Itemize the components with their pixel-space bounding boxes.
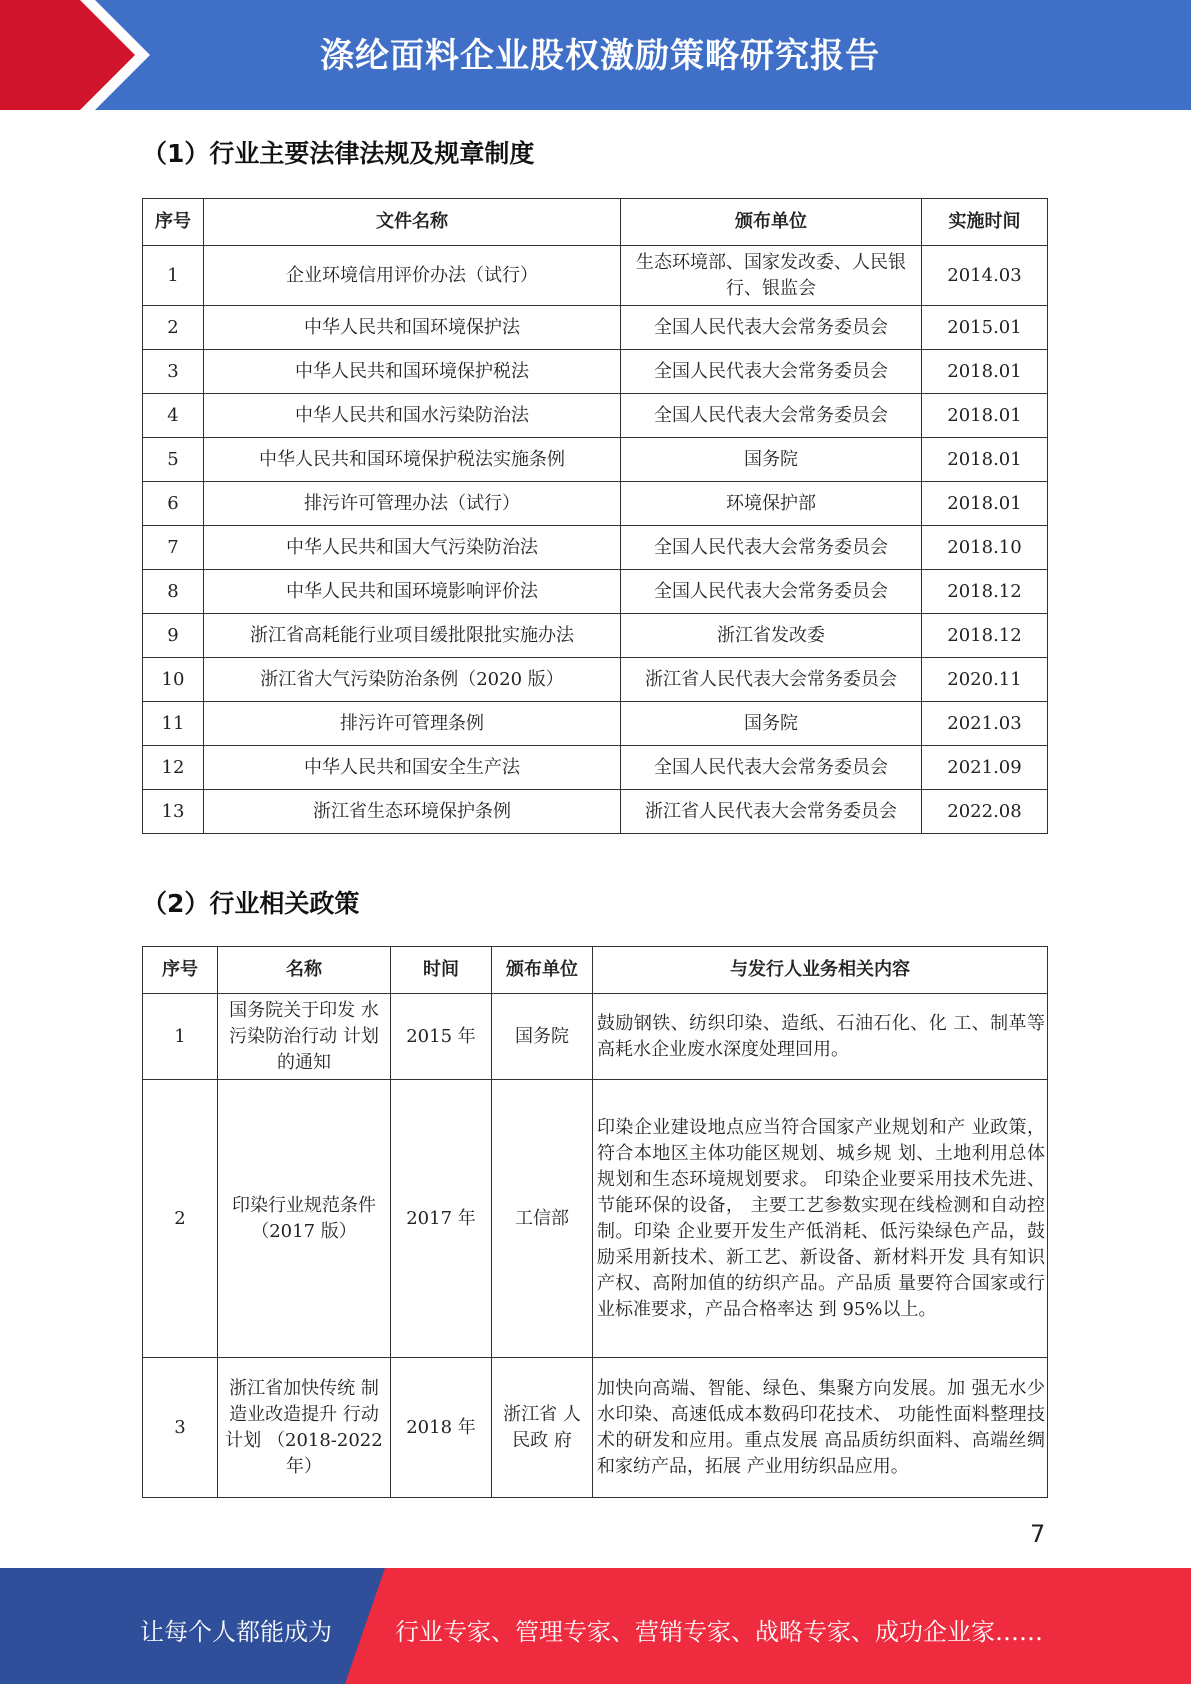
table-row [143,394,1048,438]
effective-date: 2015.01 [922,306,1048,350]
row-number: 11 [143,702,204,746]
document-name: 中华人民共和国环境影响评价法 [204,570,621,614]
issuing-authority: 全国人民代表大会常务委员会 [621,394,922,438]
issuing-authority: 全国人民代表大会常务委员会 [621,526,922,570]
section-2-title: （2）行业相关政策 [142,889,360,918]
effective-date: 2018.01 [922,350,1048,394]
header-cell: 颁布单位 [621,199,922,246]
document-name: 排污许可管理办法（试行） [204,482,621,526]
header-cell: 颁布单位 [492,947,593,994]
document-name: 浙江省高耗能行业项目缓批限批实施办法 [204,614,621,658]
header-chevron-decoration [0,0,150,110]
table-row [143,658,1048,702]
table-row [143,614,1048,658]
effective-date: 2014.03 [922,246,1048,306]
document-name: 企业环境信用评价办法（试行） [204,246,621,306]
issuing-authority: 浙江省人民代表大会常务委员会 [621,790,922,834]
issuing-authority: 全国人民代表大会常务委员会 [621,306,922,350]
policy-year: 2015 年 [391,994,492,1080]
issuing-authority: 全国人民代表大会常务委员会 [621,746,922,790]
table-row [143,350,1048,394]
row-number: 12 [143,746,204,790]
report-title: 涤纶面料企业股权激励策略研究报告 [320,36,880,76]
header-cell: 实施时间 [922,199,1048,246]
issuing-authority: 工信部 [492,1080,593,1358]
page-footer [0,1568,1191,1684]
effective-date: 2018.12 [922,614,1048,658]
effective-date: 2018.10 [922,526,1048,570]
header-cell: 与发行人业务相关内容 [593,947,1048,994]
table-row [143,246,1048,306]
footer-slogan-left: 让每个人都能成为 [140,1618,332,1646]
effective-date: 2018.01 [922,438,1048,482]
issuing-authority: 全国人民代表大会常务委员会 [621,350,922,394]
effective-date: 2018.01 [922,394,1048,438]
effective-date: 2020.11 [922,658,1048,702]
row-number: 10 [143,658,204,702]
policy-year: 2017 年 [391,1080,492,1358]
document-name: 中华人民共和国环境保护税法实施条例 [204,438,621,482]
effective-date: 2018.12 [922,570,1048,614]
table-row [143,1080,1048,1358]
row-number: 2 [143,306,204,350]
policy-name: 浙江省加快传统 制造业改造提升 行动计划 （2018-2022 年） [218,1358,391,1498]
header-cell: 时间 [391,947,492,994]
issuing-authority: 国务院 [492,994,593,1080]
row-number: 3 [143,350,204,394]
row-number: 9 [143,614,204,658]
issuing-authority: 浙江省 人民政 府 [492,1358,593,1498]
issuing-authority: 生态环境部、国家发改委、人民银行、银监会 [621,246,922,306]
effective-date: 2022.08 [922,790,1048,834]
table-row [143,306,1048,350]
document-name: 中华人民共和国大气污染防治法 [204,526,621,570]
row-number: 1 [143,246,204,306]
issuing-authority: 国务院 [621,702,922,746]
table-row [143,1358,1048,1498]
row-number: 3 [143,1358,218,1498]
header-cell: 文件名称 [204,199,621,246]
header-cell: 序号 [143,199,204,246]
table-row [143,482,1048,526]
table-row [143,526,1048,570]
effective-date: 2018.01 [922,482,1048,526]
policies-table [142,946,1048,1498]
row-number: 13 [143,790,204,834]
row-number: 2 [143,1080,218,1358]
row-number: 6 [143,482,204,526]
table-row [143,438,1048,482]
document-name: 中华人民共和国水污染防治法 [204,394,621,438]
row-number: 7 [143,526,204,570]
header-cell: 序号 [143,947,218,994]
policy-name: 印染行业规范条件（2017 版） [218,1080,391,1358]
table-row [143,994,1048,1080]
table-row [143,702,1048,746]
policy-year: 2018 年 [391,1358,492,1498]
issuing-authority: 浙江省发改委 [621,614,922,658]
document-name: 中华人民共和国环境保护税法 [204,350,621,394]
issuing-authority: 浙江省人民代表大会常务委员会 [621,658,922,702]
issuing-authority: 全国人民代表大会常务委员会 [621,570,922,614]
table-row [143,746,1048,790]
row-number: 4 [143,394,204,438]
issuing-authority: 环境保护部 [621,482,922,526]
document-name: 中华人民共和国环境保护法 [204,306,621,350]
header-cell: 名称 [218,947,391,994]
document-name: 排污许可管理条例 [204,702,621,746]
row-number: 5 [143,438,204,482]
policy-name: 国务院关于印发 水污染防治行动 计划的通知 [218,994,391,1080]
footer-slogan-right: 行业专家、管理专家、营销专家、战略专家、成功企业家…… [395,1618,1043,1646]
laws-table-header [143,199,1048,246]
related-content: 印染企业建设地点应当符合国家产业规划和产 业政策，符合本地区主体功能区规划、城乡规 划、土地利用总体规划和生态环境规划要求。 印染企业要采用技术先进、节能环保的设备， 主要工艺参数实现在线检测和自动控制。印染 企业要开发生产低消耗、低污染绿色产品，鼓 励采用新技术、新工艺、新设备、新材料开发 具有知识产权、高附加值的纺织产品。产品质 量要符合国家或行业标准要求，产品合格率达 到 95%以上。 [593,1080,1048,1358]
row-number: 8 [143,570,204,614]
laws-table [142,198,1048,834]
effective-date: 2021.03 [922,702,1048,746]
issuing-authority: 国务院 [621,438,922,482]
document-name: 中华人民共和国安全生产法 [204,746,621,790]
document-name: 浙江省大气污染防治条例（2020 版） [204,658,621,702]
table-row [143,790,1048,834]
related-content: 加快向高端、智能、绿色、集聚方向发展。加 强无水少水印染、高速低成本数码印花技术、 功能性面料整理技术的研发和应用。重点发展 高品质纺织面料、高端丝绸和家纺产品，拓展 产业用纺织品应用。 [593,1358,1048,1498]
page-number: 7 [1030,1520,1046,1548]
section-1-title: （1）行业主要法律法规及规章制度 [142,139,535,168]
document-name: 浙江省生态环境保护条例 [204,790,621,834]
effective-date: 2021.09 [922,746,1048,790]
page-header [0,0,1191,110]
row-number: 1 [143,994,218,1080]
table-row [143,570,1048,614]
policies-table-header [143,947,1048,994]
related-content: 鼓励钢铁、纺织印染、造纸、石油石化、化 工、制革等高耗水企业废水深度处理回用。 [593,994,1048,1080]
